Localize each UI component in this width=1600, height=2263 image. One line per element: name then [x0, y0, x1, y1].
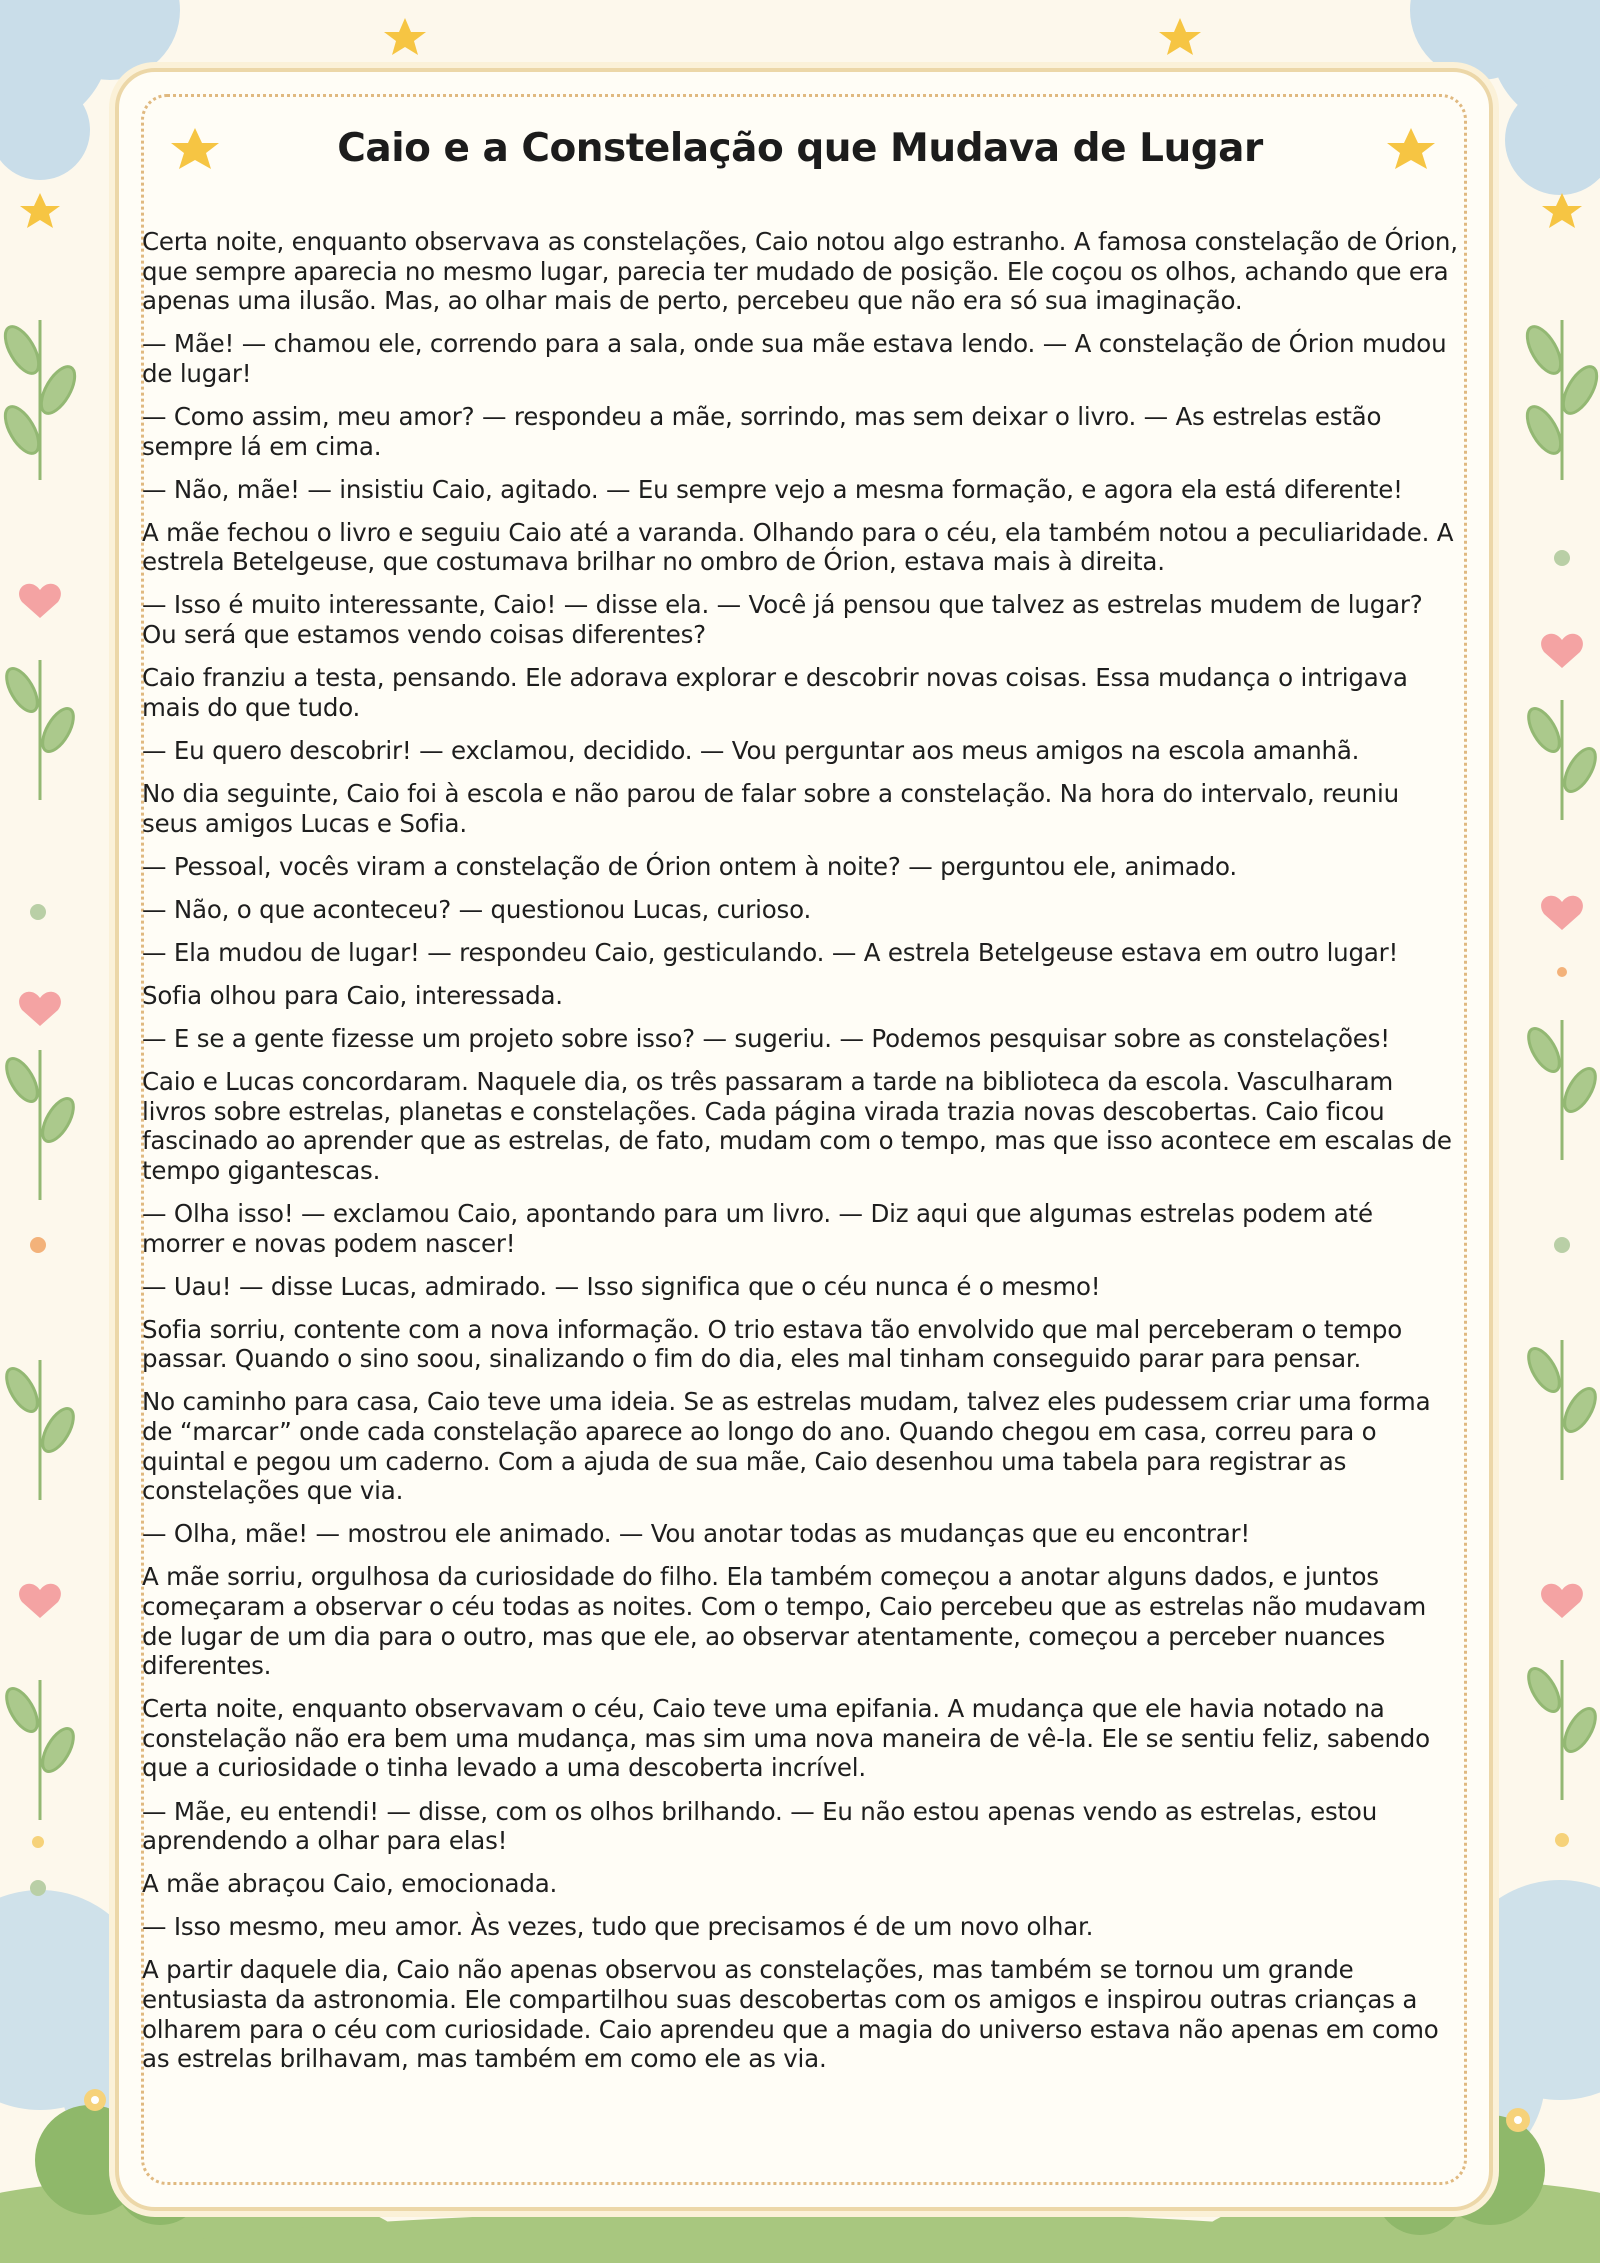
story-paragraph: Certa noite, enquanto observava as constelações, Caio notou algo estranho. A famosa constelação de Órion, que sempre aparecia no mesmo lugar, parecia ter mudado de posição. Ele coçou os olhos, achando que era apenas uma ilusão. Mas, ao olhar mais de perto, percebeu que não era só sua imaginação.: [142, 227, 1458, 316]
story-paragraph: A mãe fechou o livro e seguiu Caio até a varanda. Olhando para o céu, ela também notou a peculiaridade. A estrela Betelgeuse, que costumava brilhar no ombro de Órion, estava mais à direita.: [142, 517, 1454, 577]
story-paragraph: — Não, mãe! — insistiu Caio, agitado. — Eu sempre vejo a mesma formação, e agora ela está diferente!: [142, 474, 1403, 504]
story-paragraph: — Isso é muito interessante, Caio! — disse ela. — Você já pensou que talvez as estrelas mudem de lugar? Ou será que estamos vendo coisas diferentes?: [142, 590, 1423, 650]
story-paragraph: — Mãe! — chamou ele, correndo para a sala, onde sua mãe estava lendo. — A constelação de Órion mudou de lugar!: [142, 329, 1447, 388]
story-paragraph: A mãe abraçou Caio, emocionada.: [142, 1869, 558, 1899]
story-paragraph: Caio e Lucas concordaram. Naquele dia, os três passaram a tarde na biblioteca da escola. Vasculharam livros sobre estrelas, planetas e constelações. Cada página virada trazia novas descobertas. Caio ficou fascinado ao aprender que as estrelas, de fato, mudam com o tempo, mas que isso acontece em escalas de tempo gigantescas.: [142, 1067, 1452, 1185]
story-title: Caio e a Constelação que Mudava de Lugar: [337, 126, 1263, 171]
story-paragraph: Sofia sorriu, contente com a nova informação. O trio estava tão envolvido que mal perceberam o tempo passar. Quando o sino soou, sinalizando o fim do dia, eles mal tinham conseguido parar para pensar.: [142, 1314, 1403, 1374]
story-paragraph: — Isso mesmo, meu amor. Às vezes, tudo que precisamos é de um novo olhar.: [142, 1912, 1094, 1942]
story-paragraph: — Não, o que aconteceu? — questionou Lucas, curioso.: [142, 894, 812, 924]
story-paragraph: A partir daquele dia, Caio não apenas observou as constelações, mas também se tornou um grande entusiasta da astronomia. Ele compartilhou suas descobertas com os amigos e inspirou outras crianças a olharem para o céu com curiosidade. Caio aprendeu que a magia do universo estava não apenas em como as estrelas brilhavam, mas também em como ele as via.: [142, 1955, 1439, 2074]
story-paragraph: — Como assim, meu amor? — respondeu a mãe, sorrindo, mas sem deixar o livro. — As estrelas estão sempre lá em cima.: [142, 401, 1382, 461]
story-paragraph: No dia seguinte, Caio foi à escola e não parou de falar sobre a constelação. Na hora do intervalo, reuniu seus amigos Lucas e Sofia.: [142, 778, 1399, 838]
story-paragraph: — Mãe, eu entendi! — disse, com os olhos brilhando. — Eu não estou apenas vendo as estrelas, estou aprendendo a olhar para elas!: [142, 1796, 1378, 1856]
story-paragraph: — Ela mudou de lugar! — respondeu Caio, gesticulando. — A estrela Betelgeuse estava em outro lugar!: [142, 937, 1399, 967]
story-paragraph: No caminho para casa, Caio teve uma ideia. Se as estrelas mudam, talvez eles pudessem criar uma forma de “marcar” onde cada constelação aparece ao longo do ano. Quando chegou em casa, correu para o quintal e pegou um caderno. Com a ajuda de sua mãe, Caio desenhou uma tabela para registrar as constelações que via.: [142, 1387, 1431, 1506]
story-paragraph: — Olha isso! — exclamou Caio, apontando para um livro. — Diz aqui que algumas estrelas podem até morrer e novas podem nascer!: [142, 1198, 1373, 1258]
story-paragraph: — Eu quero descobrir! — exclamou, decidido. — Vou perguntar aos meus amigos na escola amanhã.: [142, 735, 1360, 765]
story-paragraph: Certa noite, enquanto observavam o céu, Caio teve uma epifania. A mudança que ele havia notado na constelação não era bem uma mudança, mas sim uma nova maneira de vê-la. Ele se sentiu feliz, sabendo que a curiosidade o tinha levado a uma descoberta incrível.: [142, 1694, 1430, 1783]
story-paragraph: Caio franziu a testa, pensando. Ele adorava explorar e descobrir novas coisas. Essa mudança o intrigava mais do que tudo.: [142, 663, 1408, 722]
story-paragraph: Sofia olhou para Caio, interessada.: [142, 980, 563, 1010]
story-paragraph: — E se a gente fizesse um projeto sobre isso? — sugeriu. — Podemos pesquisar sobre as constelações!: [142, 1023, 1390, 1053]
story-body: [142, 227, 1460, 2087]
story-paragraph: — Pessoal, vocês viram a constelação de Órion ontem à noite? — perguntou ele, animado.: [142, 851, 1237, 881]
story-paragraph: — Olha, mãe! — mostrou ele animado. — Vou anotar todas as mudanças que eu encontrar!: [142, 1519, 1251, 1549]
story-paragraph: A mãe sorriu, orgulhosa da curiosidade do filho. Ela também começou a anotar alguns dados, e juntos começaram a observar o céu todas as noites. Com o tempo, Caio percebeu que as estrelas não mudavam de lugar de um dia para o outro, mas que ele, ao observar atentamente, começou a perceber nuances diferentes.: [142, 1562, 1427, 1681]
story-paragraph: — Uau! — disse Lucas, admirado. — Isso significa que o céu nunca é o mesmo!: [142, 1271, 1101, 1301]
